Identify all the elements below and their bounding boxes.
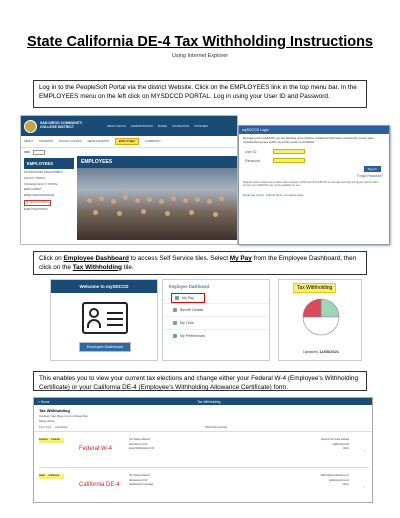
portal-left-menu — [21, 156, 77, 245]
state-jurisdiction: California — [48, 474, 60, 477]
step2-text: from the Employee Dashboard, then click on the — [39, 255, 357, 271]
col-withholding: Withholding Details — [205, 426, 228, 430]
user-id-input[interactable] — [273, 149, 305, 154]
employee-dashboard-panel — [162, 279, 270, 361]
detail-line: Additional 0.00 — [332, 442, 349, 446]
tax-screen-header — [34, 398, 372, 405]
state-details-right — [321, 474, 349, 488]
left-menu-item[interactable]: EMPLOYMENT — [24, 188, 42, 192]
dashboard-item-label: My Preferences — [180, 334, 206, 338]
password-label: Password — [245, 158, 260, 163]
detail-line: Additional Percentage — [129, 483, 154, 486]
state-form-cell — [39, 474, 64, 479]
left-menu-item[interactable]: EMPLOYEE PORTAL — [24, 207, 49, 211]
tax-withholding-screen — [33, 397, 373, 503]
federal-details-left — [129, 438, 154, 452]
district-seal-icon — [24, 120, 37, 133]
col-jurisdiction: Jurisdiction — [55, 426, 68, 430]
nav-item[interactable]: STUDENTS — [38, 140, 53, 143]
step2-text: to access Self Service tiles. Select — [128, 255, 230, 262]
page-title: State California DE-4 Tax Withholding Instructions — [26, 34, 373, 50]
updated-date: 11/08/2021 — [319, 349, 340, 354]
left-menu-item[interactable]: EMPLOYEE RESOURCES — [24, 194, 55, 197]
detail-line: Extra Withholding 0.00 — [129, 447, 155, 450]
login-header: mySDCCD Login — [239, 126, 389, 134]
step2-text: tile. — [121, 263, 134, 271]
nav-item[interactable]: FACULTY & STAFF — [58, 140, 82, 143]
detail-line: Allowances 0.00 — [129, 442, 148, 446]
my-time-item[interactable] — [163, 316, 269, 329]
required-action-link[interactable]: Required Action: Submit Now, Complete Help — [243, 192, 304, 197]
id-card-icon — [82, 302, 128, 334]
nav-item[interactable]: NEWS & EVENTS — [87, 140, 109, 143]
portal-header — [21, 116, 237, 136]
step2-employee-dashboard: Employee Dashboard — [63, 255, 129, 262]
detail-line: Allowances 0.00 — [129, 478, 148, 482]
top-link[interactable]: ABOUT SDCCD — [107, 124, 126, 128]
tax-withholding-tile[interactable] — [278, 279, 362, 361]
benefit-details-item[interactable] — [163, 303, 269, 316]
user-id-label: User ID — [245, 149, 257, 154]
login-intro: By logging into mySDCCD, you are agreeing not to disclose confidential information protected by privacy laws. Unauthorized access and/or use of this system is prohibited. — [243, 137, 375, 144]
sign-in-button[interactable]: Sign In — [364, 166, 381, 172]
my-preferences-item[interactable] — [163, 329, 269, 342]
dashboard-item-label: My Pay — [182, 296, 194, 300]
pay-icon — [175, 296, 179, 300]
search-label: FIND — [24, 150, 31, 154]
top-link[interactable]: TRUSTEES — [194, 124, 208, 128]
company-line: Company San Diego Comm College Dist — [39, 415, 88, 418]
left-menu-title: EMPLOYEES — [24, 158, 74, 169]
tax-columns — [34, 424, 372, 432]
pie-slice — [303, 317, 339, 335]
dashboard-item-label: My Time — [180, 321, 194, 325]
portal-navbar — [21, 136, 237, 148]
detail-line: Withholding Allowances 0 — [320, 474, 349, 477]
benefits-icon — [173, 308, 177, 312]
dashboard-header: Employee Dashboard — [169, 284, 210, 289]
employee-dashboard-button[interactable]: Employee Dashboard — [79, 342, 131, 352]
detail-line: Additional Amount — [328, 478, 349, 482]
portal-top-links — [107, 125, 208, 128]
clock-icon — [173, 321, 177, 325]
federal-row[interactable] — [39, 438, 369, 468]
nav-item-employees[interactable]: EMPLOYEES — [115, 138, 139, 145]
step2-tax-withholding: Tax Withholding — [72, 263, 122, 271]
employees-photo — [77, 168, 237, 240]
dashboard-item-label: Benefit Details — [180, 308, 204, 312]
left-menu-item-mysdccd-portal[interactable]: MYSDCCD PORTAL — [26, 200, 50, 204]
tax-screen-header-title: Tax Withholding — [197, 399, 221, 404]
federal-form-cell — [39, 438, 64, 443]
left-menu-item[interactable]: COLLEGE FACULTY PORTAL — [24, 182, 58, 186]
updated-line — [279, 349, 363, 354]
gear-icon — [173, 334, 177, 338]
federal-w4-annotation: Federal W-4 — [79, 446, 112, 452]
tax-screen-title: Tax Withholding — [39, 408, 70, 413]
chevron-right-icon[interactable]: › — [363, 484, 365, 489]
home-back-link[interactable]: < Home — [38, 399, 50, 404]
step2-my-pay: My Pay — [229, 255, 252, 262]
left-menu-item[interactable]: PROFESSIONAL DEVELOPMENT — [24, 171, 63, 174]
detail-line: Special Tax Code Default — [320, 438, 349, 441]
detail-line: Tax Status Married — [129, 474, 150, 477]
step2-text: Click on — [39, 255, 64, 262]
california-de4-annotation: California DE-4 — [79, 482, 120, 488]
col-form-type: Form Type — [39, 426, 52, 430]
step1-instructions: Log in to the PeopleSoft Portal via the district Website. Click on the EMPLOYEES link in the top menu bar. In the EMPLOYEES menu on the left click on MYSDCCD PORTAL. Log in using your User ID and Password. — [33, 80, 367, 108]
welcome-header: Welcome to mySDCCD — [51, 280, 157, 293]
federal-form-type: Federal — [39, 438, 48, 441]
top-link[interactable]: BOARD — [157, 124, 168, 128]
search-input[interactable] — [33, 150, 45, 155]
federal-jurisdiction: Federal — [51, 438, 60, 441]
tax-withholding-label: Tax Withholding — [293, 283, 336, 293]
detail-line: Other — [342, 483, 349, 486]
chevron-right-icon[interactable]: › — [363, 448, 365, 453]
state-form-type: State — [39, 474, 45, 477]
left-menu-item[interactable]: FACULTY PORTAL — [24, 176, 46, 180]
welcome-tile[interactable] — [50, 279, 158, 361]
top-link[interactable]: FOUNDATION — [172, 124, 190, 128]
detail-line: Tax Status Married — [129, 438, 150, 441]
forgot-password-link[interactable]: Forgot Password? — [357, 174, 383, 178]
my-pay-item[interactable] — [171, 293, 205, 303]
portal-search-row — [21, 148, 237, 156]
page-subtitle: Using Internet Explorer — [171, 53, 229, 59]
pie-slice — [321, 299, 339, 317]
pie-slice — [303, 299, 321, 317]
step2-instructions — [33, 251, 367, 275]
status-line: Status Active — [39, 419, 55, 423]
portal-screenshot — [20, 115, 238, 245]
federal-details-right — [321, 438, 349, 452]
portal-main — [77, 156, 237, 245]
employees-heading: EMPLOYEES — [77, 156, 237, 168]
maintenance-notice: Regular system maintenance takes place between 12:00 and 06:00 AM PST on Sunday mornings during this period online services of mySDCCD may not be available for use. — [243, 181, 379, 188]
nav-item[interactable]: ABOUT — [24, 140, 33, 143]
top-link[interactable]: ADMINISTRATION — [130, 124, 153, 128]
nav-item[interactable]: COMMUNITY — [144, 140, 161, 143]
detail-line: Other — [342, 447, 349, 450]
updated-label: Updated — [302, 349, 319, 354]
state-row[interactable] — [39, 474, 369, 503]
password-input[interactable] — [273, 158, 305, 163]
login-dialog — [238, 125, 390, 245]
tax-pie-chart — [301, 297, 341, 337]
district-name: SAN DIEGO COMMUNITY COLLEGE DISTRICT — [40, 121, 83, 129]
step3-instructions: This enables you to view your current tax elections and change either your Federal W-4 (Employee's Withholding Certificate) or your California DE-4 (Employee's Withholding Allowance Certificate) form. — [33, 371, 367, 391]
state-details-left — [129, 474, 153, 488]
